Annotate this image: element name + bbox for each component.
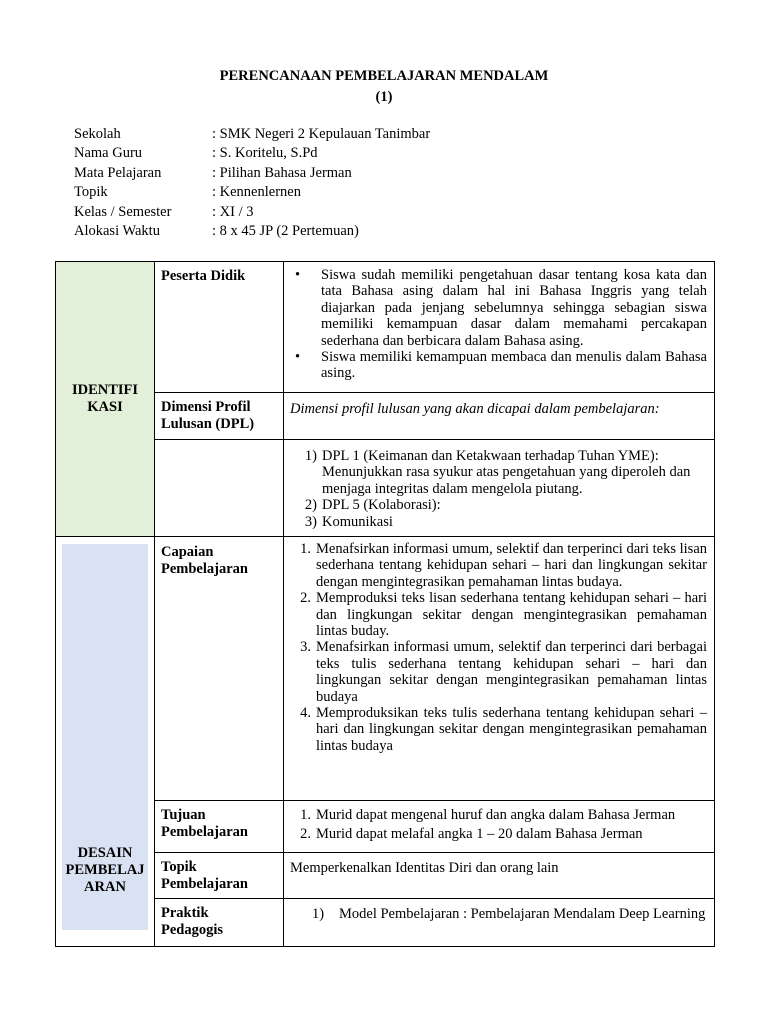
praktik-content <box>284 899 715 947</box>
label-praktik-line2: Pedagogis <box>161 922 224 938</box>
row-peserta-didik <box>56 262 715 393</box>
list-number: 2. <box>300 825 311 842</box>
list-item <box>290 541 707 590</box>
list-number: 1. <box>300 541 311 557</box>
section-desain-line2: PEMBELAJ <box>65 862 145 878</box>
list-number: 1) <box>312 906 325 922</box>
info-row-sekolah <box>74 126 430 145</box>
empty-cell <box>155 440 284 537</box>
info-row-nama-guru <box>74 145 430 164</box>
list-item-text: Murid dapat melafal angka 1 – 20 dalam Bahasa Jerman <box>316 825 643 842</box>
label-praktik <box>155 899 284 947</box>
tujuan-content <box>284 801 715 853</box>
list-item-text: Komunikasi <box>322 513 393 530</box>
info-value: : S. Koritelu, S.Pd <box>212 145 318 162</box>
list-item <box>290 497 707 513</box>
capaian-content <box>284 537 715 801</box>
info-key: Nama Guru <box>74 145 143 162</box>
list-item-text: Siswa memiliki kemampuan membaca dan menulis dalam Bahasa asing. <box>321 349 707 382</box>
list-item-text: Murid dapat mengenal huruf dan angka dalam Bahasa Jerman <box>316 807 676 823</box>
peserta-didik-content <box>284 262 715 393</box>
label-topik-line1: Topik <box>161 859 197 875</box>
section-desain-line3: ARAN <box>84 879 126 895</box>
info-row-alokasi-waktu <box>74 223 430 242</box>
info-value: : XI / 3 <box>212 203 254 220</box>
list-item <box>290 806 707 825</box>
info-block <box>74 126 430 242</box>
section-identifikasi-line1: IDENTIFI <box>71 382 139 398</box>
label-topik-line2: Pembelajaran <box>161 876 248 892</box>
list-number: 4. <box>300 705 311 722</box>
label-capaian-line1: Capaian <box>161 544 214 560</box>
list-number: 1) <box>304 448 317 464</box>
list-item <box>312 906 707 922</box>
section-identifikasi <box>56 262 155 537</box>
info-value: : Pilihan Bahasa Jerman <box>212 164 352 181</box>
list-number: 1. <box>300 807 311 823</box>
section-identifikasi-line2: KASI <box>87 399 123 415</box>
info-value: : 8 x 45 JP (2 Pertemuan) <box>212 222 359 239</box>
list-number: 2. <box>300 590 311 607</box>
label-tujuan <box>155 801 284 853</box>
label-topik <box>155 853 284 899</box>
list-item <box>290 705 707 754</box>
label-capaian <box>155 537 284 801</box>
list-item <box>290 349 707 382</box>
list-item <box>290 639 707 705</box>
label-capaian-line2: Pembelajaran <box>161 561 248 577</box>
label-tujuan-line2: Pembelajaran <box>161 824 248 840</box>
info-row-mata-pelajaran <box>74 165 430 184</box>
info-key: Alokasi Waktu <box>74 222 160 239</box>
label-tujuan-line1: Tujuan <box>161 807 206 823</box>
info-row-topik <box>74 184 430 203</box>
document-title: PERENCANAAN PEMBELAJARAN MENDALAM <box>219 68 549 84</box>
row-capaian <box>56 537 715 801</box>
list-item <box>290 448 707 497</box>
list-item-text: Menafsirkan informasi umum, selektif dan terperinci dari teks lisan sederhana tentang kehidupan sehari – hari dan lingkungan sekitar dengan mengintegrasikan pemahaman lintas budaya. <box>316 541 707 590</box>
list-item-text: DPL 1 (Keimanan dan Ketakwaan terhadap Tuhan YME): Menunjukkan rasa syukur atas pengetahuan yang diperoleh dan menjaga integritas dalam mengelola piutang. <box>322 448 691 497</box>
label-peserta-didik: Peserta Didik <box>155 262 284 393</box>
section-desain <box>56 537 155 947</box>
label-dpl-line2: Lulusan (DPL) <box>161 416 255 432</box>
section-desain-line1: DESAIN <box>77 845 133 861</box>
bullet-icon: • <box>295 267 301 283</box>
plan-table <box>55 261 715 947</box>
list-number: 3) <box>304 513 317 530</box>
dpl-intro: Dimensi profil lulusan yang akan dicapai dalam pembelajaran: <box>284 393 715 440</box>
info-row-kelas-semester <box>74 204 430 223</box>
dpl-items-content <box>284 440 715 537</box>
list-item-text: Model Pembelajaran : Pembelajaran Mendalam Deep Learning <box>339 906 706 922</box>
topik-content: Memperkenalkan Identitas Diri dan orang lain <box>284 853 715 899</box>
label-praktik-line1: Praktik <box>161 905 209 921</box>
list-item <box>290 267 707 349</box>
info-key: Mata Pelajaran <box>74 164 162 181</box>
info-key: Sekolah <box>74 126 121 142</box>
info-key: Topik <box>74 184 108 201</box>
list-item <box>290 590 707 639</box>
info-value: : Kennenlernen <box>212 184 301 201</box>
label-dpl-line1: Dimensi Profil <box>161 399 251 415</box>
info-key: Kelas / Semester <box>74 203 172 220</box>
bullet-icon: • <box>295 349 301 366</box>
list-number: 2) <box>304 497 317 514</box>
document-number: (1) <box>375 89 393 105</box>
list-item <box>290 514 707 530</box>
list-item-text: Siswa sudah memiliki pengetahuan dasar tentang kosa kata dan tata Bahasa asing dalam hal ini Bahasa Inggris yang telah diajarkan pada jenjang sebelumnya sehingga sebagian siswa memiliki kemampuan dasar dalam memahami percakapan sederhana dan berbicara dalam Bahasa asing. <box>321 267 707 349</box>
list-number: 3. <box>300 639 311 656</box>
list-item <box>290 825 707 844</box>
list-item-text: Memproduksi teks lisan sederhana tentang kehidupan sehari – hari dan lingkungan sekitar dengan mengintegrasikan pemahaman lintas buday. <box>316 590 707 640</box>
list-item-text: Menafsirkan informasi umum, selektif dan terperinci dari berbagai teks tulis sederhana tentang kehidupan sehari – hari dan lingkungan sekitar dengan mengintegrasikan pemahaman lintas budaya <box>316 639 707 705</box>
label-dpl <box>155 393 284 440</box>
section-desain-label <box>56 845 154 896</box>
list-item-text: Memproduksikan teks tulis sederhana tentang kehidupan sehari – hari dan lingkungan sekitar dengan mengintegrasikan pemahaman lintas budaya <box>316 705 707 754</box>
info-value: : SMK Negeri 2 Kepulauan Tanimbar <box>212 126 431 142</box>
list-item-text: DPL 5 (Kolaborasi): <box>322 497 441 514</box>
